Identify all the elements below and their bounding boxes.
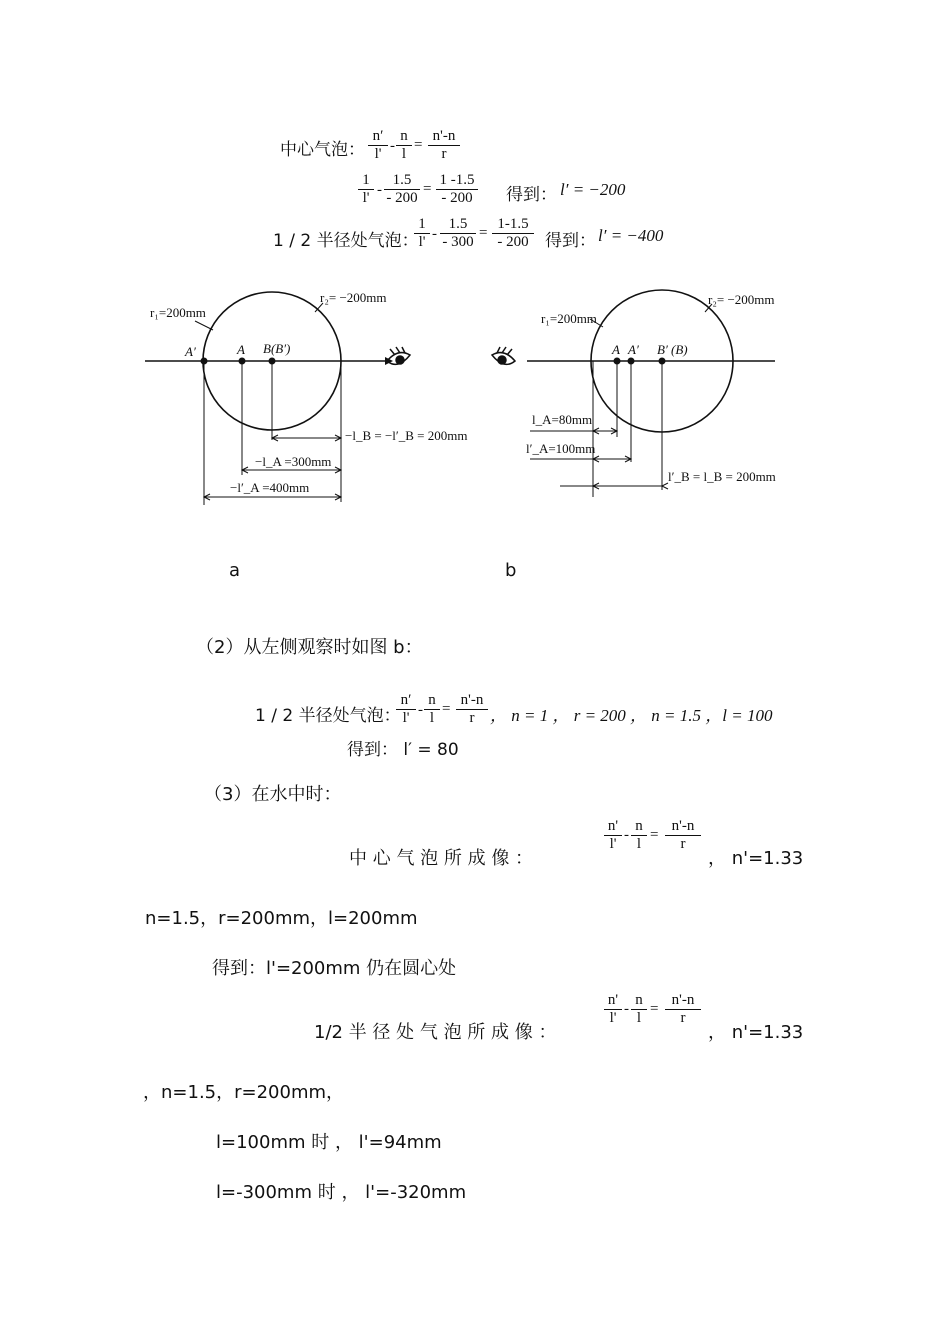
dim-b-a: −l_B = −l′_B = 200mm [345,428,468,443]
point-b [269,358,276,365]
eye-icon-b [492,347,515,364]
label-b-b: B′ (B) [657,342,688,357]
fraction: $\frac{n'}{l'}$ [368,128,388,163]
params-line: n=1.5，r=200mm，l=200mm [145,908,418,929]
fraction: $\frac{n}{l}$ [631,992,647,1027]
half-radius-label: 1 / 2 半径处气泡： [273,231,419,251]
point-a-prime [201,358,208,365]
label-r2-b: r₂= −200mm [708,292,775,307]
point-a [614,358,621,365]
dim-a-b: l_A=80mm [532,412,593,427]
caption-b: b [505,560,517,581]
case-1: l=100mm 时 ， l'=94mm [216,1132,442,1153]
fraction: $\frac{n'-n}{r}$ [665,992,701,1027]
fraction: $\frac{n'}{l'}$ [396,692,416,727]
fraction: $\frac{n'-n}{r}$ [456,692,488,727]
fraction: $\frac{1.5}{- 300}$ [440,216,476,251]
label-b: B(B′) [263,341,291,356]
params-line-2: ，n=1.5，r=200mm， [143,1082,345,1103]
half-image-label: 1/2 半 径 处 气 泡 所 成 像 ： [314,1022,557,1043]
result-value: l′ = −400 [598,226,664,245]
center-image-label: 中 心 气 泡 所 成 像 ： [349,848,534,869]
fraction: $\frac{1-1.5}{- 200}$ [492,216,534,251]
fraction: $\frac{n}{l}$ [424,692,440,727]
label-r2-a: r₂= −200mm [320,290,387,305]
point-a [239,358,246,365]
label-a-b: A [612,342,620,357]
center-tail: ， n'=1.33 [708,848,804,869]
case-2: l=-300mm 时 ， l'=-320mm [216,1182,467,1203]
half-radius-label: 1 / 2 半径处气泡： [255,706,401,726]
dim-a-prime-b: l′_A=100mm [526,441,596,456]
caption-a: a [229,560,241,581]
dim-a-prime-a: −l′_A =400mm [230,480,310,495]
label-a-prime-b: A′ [628,342,639,357]
fraction: $\frac{n'-n}{r}$ [665,818,701,853]
fraction: $\frac{1}{l'}$ [358,172,374,207]
dim-a-a: −l_A =300mm [255,454,332,469]
figure-a [145,292,385,505]
label-r1-a: r₁=200mm [150,305,206,320]
fraction: $\frac{n}{l}$ [631,818,647,853]
fraction: $\frac{1.5}{- 200}$ [384,172,420,207]
label-r1-b: r₁=200mm [541,311,597,326]
section-3-heading: （3）在水中时： [204,784,342,805]
center-bubble-label: 中心气泡： [280,140,365,160]
params: ， n = 1 ， r = 200 ， n = 1.5 ，l = 100 [490,706,773,725]
fraction: $\frac{n}{l}$ [396,128,412,163]
result-value: l′ = −200 [560,180,626,199]
point-a-prime [628,358,635,365]
fraction: $\frac{n'}{l'}$ [604,818,622,853]
fraction: $\frac{1}{l'}$ [414,216,430,251]
point-b [659,358,666,365]
figures-svg [0,0,950,600]
section-2-heading: （2）从左侧观察时如图 b： [196,637,423,658]
label-a-prime: A′ [185,344,196,359]
section-2-result: 得到： l′ = 80 [347,740,459,760]
label-a: A [237,342,245,357]
fraction: $\frac{n'-n}{r}$ [428,128,460,163]
half-tail: ， n'=1.33 [708,1022,804,1043]
fraction: $\frac{1 -1.5}{- 200}$ [436,172,478,207]
dim-b-b: l′_B = l_B = 200mm [668,469,776,484]
fraction: $\frac{n'}{l'}$ [604,992,622,1027]
result-line: 得到：l'=200mm 仍在圆心处 [212,958,457,979]
